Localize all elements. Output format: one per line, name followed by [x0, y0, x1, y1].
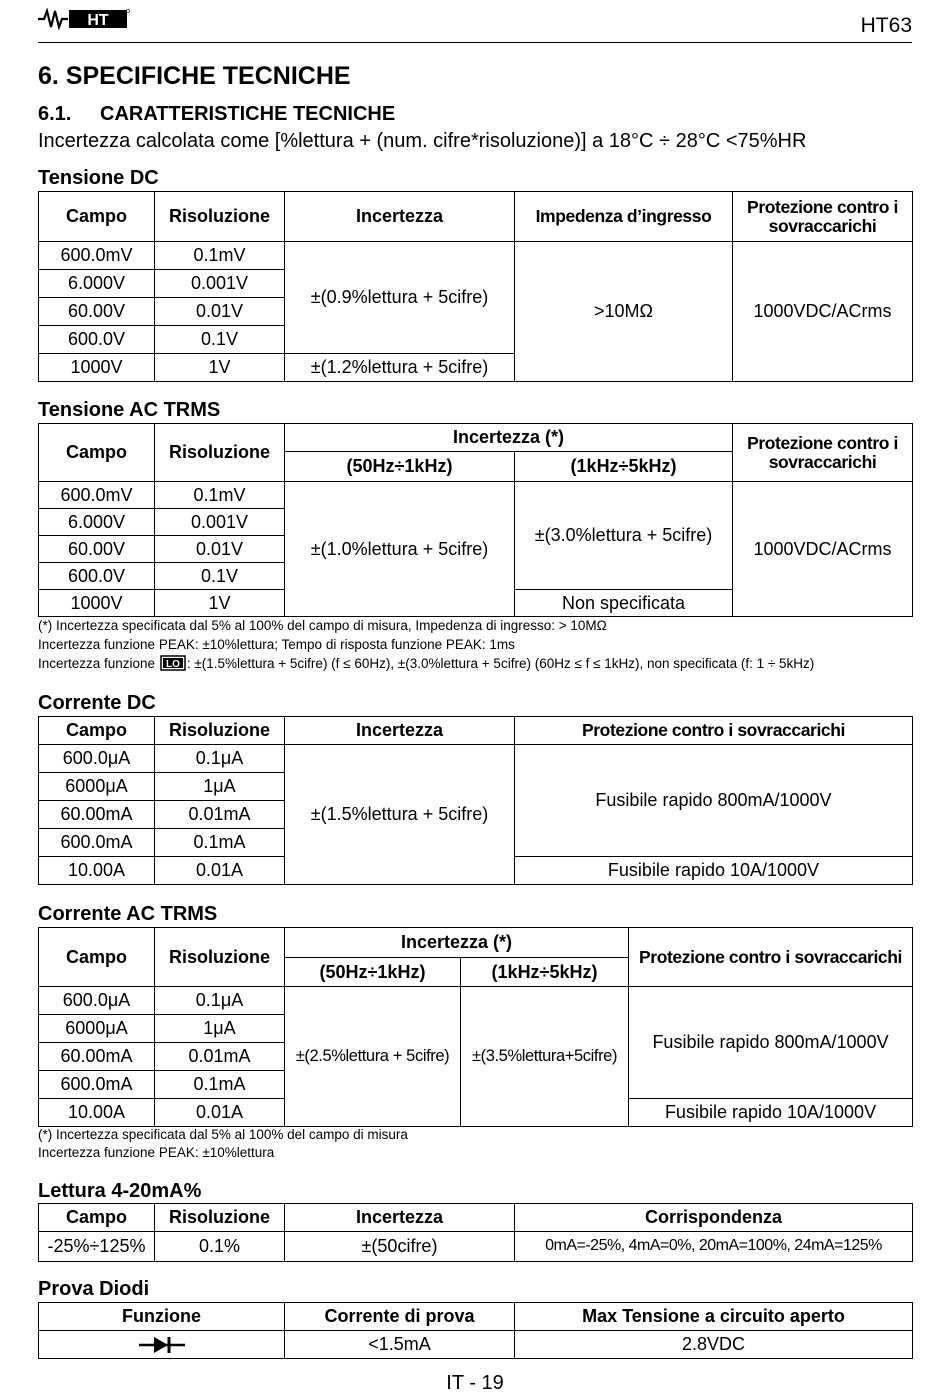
- subsection-title: [38, 103, 395, 126]
- aca-resolution: 0.1μA: [155, 987, 285, 1015]
- acv-header-range: Campo: [39, 424, 155, 482]
- acv-table: [38, 423, 913, 617]
- aca-resolution: 0.1mA: [155, 1071, 285, 1099]
- acv-title: Tensione AC TRMS: [38, 399, 221, 421]
- dcv-resolution: 0.001V: [155, 270, 285, 298]
- acv-resolution: 1V: [155, 590, 285, 617]
- aca-resolution: 1μA: [155, 1015, 285, 1043]
- ma-resolution: 0.1%: [155, 1232, 285, 1262]
- acv-header-resolution: Risoluzione: [155, 424, 285, 482]
- acv-resolution: 0.1V: [155, 563, 285, 590]
- logo-text: HT: [87, 12, 109, 29]
- diode-header-open-voltage: Max Tensione a circuito aperto: [515, 1303, 913, 1331]
- dca-resolution: 0.01A: [155, 857, 285, 885]
- ma-header-correspondence: Corrispondenza: [515, 1204, 913, 1232]
- dca-range: 60.00mA: [39, 801, 155, 829]
- acv-range: 600.0V: [39, 563, 155, 590]
- dcv-accuracy-2: ±(1.2%lettura + 5cifre): [285, 354, 515, 382]
- dcv-header-protection: Protezione contro i sovraccarichi: [733, 192, 913, 242]
- aca-note-2: Incertezza funzione PEAK: ±10%lettura: [38, 1145, 275, 1160]
- model-name: HT63: [860, 14, 912, 37]
- acv-accuracy-low: ±(1.0%lettura + 5cifre): [285, 482, 515, 617]
- page-number: IT - 19: [446, 1372, 504, 1394]
- dcv-resolution: 0.1V: [155, 326, 285, 354]
- acv-resolution: 0.1mV: [155, 482, 285, 509]
- dcv-range: 6.000V: [39, 270, 155, 298]
- ma-title: Lettura 4-20mA%: [38, 1180, 202, 1202]
- acv-header-accuracy: Incertezza (*): [285, 424, 733, 452]
- diode-function-cell: [39, 1331, 285, 1359]
- aca-range: 60.00mA: [39, 1043, 155, 1071]
- ma-range: -25%÷125%: [39, 1232, 155, 1262]
- acv-range: 6.000V: [39, 509, 155, 536]
- diode-header-function: Funzione: [39, 1303, 285, 1331]
- acv-note-lo-suffix: : ±(1.5%lettura + 5cifre) (f ≤ 60Hz), ±(3.0%lettura + 5cifre) (60Hz ≤ f ≤ 1kHz), non specificata (f: 1 ÷ 5kHz): [186, 656, 815, 671]
- aca-header-band-low: (50Hz÷1kHz): [285, 958, 461, 987]
- subsection-label: CARATTERISTICHE TECNICHE: [100, 103, 396, 125]
- dcv-impedance: >10MΩ: [515, 242, 733, 382]
- acv-header-band-low: (50Hz÷1kHz): [285, 452, 515, 482]
- ma-header-accuracy: Incertezza: [285, 1204, 515, 1232]
- dca-title: Corrente DC: [38, 692, 156, 714]
- acv-note-2: Incertezza funzione PEAK: ±10%lettura; Tempo di risposta funzione PEAK: 1ms: [38, 637, 515, 652]
- dca-range: 600.0μA: [39, 745, 155, 773]
- dcv-header-resolution: Risoluzione: [155, 192, 285, 242]
- acv-range: 600.0mV: [39, 482, 155, 509]
- dcv-table: [38, 191, 913, 382]
- acv-resolution: 0.001V: [155, 509, 285, 536]
- diode-icon: [139, 1335, 185, 1355]
- aca-range: 6000μA: [39, 1015, 155, 1043]
- acv-protection: 1000VDC/ACrms: [733, 482, 913, 617]
- aca-note-1: (*) Incertezza specificata dal 5% al 100% del campo di misura: [38, 1127, 408, 1142]
- ma-correspondence: 0mA=-25%, 4mA=0%, 20mA=100%, 24mA=125%: [515, 1232, 913, 1262]
- dca-fuse-2: Fusibile rapido 10A/1000V: [515, 857, 913, 885]
- aca-resolution: 0.01mA: [155, 1043, 285, 1071]
- aca-header-range: Campo: [39, 928, 155, 987]
- dcv-range: 600.0mV: [39, 242, 155, 270]
- dca-resolution: 0.1μA: [155, 745, 285, 773]
- dcv-header-impedance: Impedenza d’ingresso: [515, 192, 733, 242]
- dcv-header-range: Campo: [39, 192, 155, 242]
- aca-header-band-high: (1kHz÷5kHz): [461, 958, 629, 987]
- ma-accuracy: ±(50cifre): [285, 1232, 515, 1262]
- subsection-number: 6.1.: [38, 103, 72, 125]
- aca-fuse-2: Fusibile rapido 10A/1000V: [629, 1099, 913, 1127]
- aca-fuse-1: Fusibile rapido 800mA/1000V: [629, 987, 913, 1099]
- dcv-resolution: 0.01V: [155, 298, 285, 326]
- acv-not-specified: Non specificata: [515, 590, 733, 617]
- dcv-resolution: 0.1mV: [155, 242, 285, 270]
- aca-table: [38, 927, 913, 1127]
- acv-header-protection: Protezione contro i sovraccarichi: [733, 424, 913, 482]
- aca-header-accuracy: Incertezza (*): [285, 928, 629, 958]
- dca-resolution: 0.01mA: [155, 801, 285, 829]
- acv-accuracy-high: ±(3.0%lettura + 5cifre): [515, 482, 733, 590]
- dca-accuracy: ±(1.5%lettura + 5cifre): [285, 745, 515, 885]
- acv-note-1: (*) Incertezza specificata dal 5% al 100% del campo di misura, Impedenza di ingresso: > 10MΩ: [38, 618, 607, 633]
- acv-note-lo-prefix: Incertezza funzione: [38, 656, 156, 671]
- dca-range: 6000μA: [39, 773, 155, 801]
- diode-header-test-current: Corrente di prova: [285, 1303, 515, 1331]
- intro-text: Incertezza calcolata come [%lettura + (num. cifre*risoluzione)] a 18°C ÷ 28°C <75%HR: [38, 130, 807, 152]
- acv-note-lo: [38, 655, 814, 671]
- diode-open-voltage: 2.8VDC: [515, 1331, 913, 1359]
- acv-header-band-high: (1kHz÷5kHz): [515, 452, 733, 482]
- aca-range: 600.0μA: [39, 987, 155, 1015]
- ma-table: [38, 1203, 913, 1262]
- dcv-range: 600.0V: [39, 326, 155, 354]
- aca-accuracy-high: ±(3.5%lettura+5cifre): [461, 987, 629, 1127]
- acv-resolution: 0.01V: [155, 536, 285, 563]
- dcv-title: Tensione DC: [38, 167, 159, 189]
- dcv-protection: 1000VDC/ACrms: [733, 242, 913, 382]
- lo-icon-text: LO: [165, 659, 180, 670]
- acv-range: 1000V: [39, 590, 155, 617]
- acv-range: 60.00V: [39, 536, 155, 563]
- dca-range: 10.00A: [39, 857, 155, 885]
- dca-table: [38, 716, 913, 885]
- dca-header-accuracy: Incertezza: [285, 717, 515, 745]
- dcv-range: 1000V: [39, 354, 155, 382]
- dca-resolution: 0.1mA: [155, 829, 285, 857]
- diode-test-current: <1.5mA: [285, 1331, 515, 1359]
- ma-header-range: Campo: [39, 1204, 155, 1232]
- aca-header-protection: Protezione contro i sovraccarichi: [629, 928, 913, 987]
- aca-accuracy-low: ±(2.5%lettura + 5cifre): [285, 987, 461, 1127]
- dca-header-resolution: Risoluzione: [155, 717, 285, 745]
- ht-logo: [38, 8, 130, 30]
- dca-resolution: 1μA: [155, 773, 285, 801]
- dca-range: 600.0mA: [39, 829, 155, 857]
- dcv-accuracy-1: ±(0.9%lettura + 5cifre): [285, 242, 515, 354]
- dca-header-range: Campo: [39, 717, 155, 745]
- diode-table: [38, 1302, 913, 1359]
- header-rule: [38, 42, 912, 43]
- aca-range: 600.0mA: [39, 1071, 155, 1099]
- dca-header-protection: Protezione contro i sovraccarichi: [515, 717, 913, 745]
- section-title: 6. SPECIFICHE TECNICHE: [38, 62, 351, 90]
- aca-header-resolution: Risoluzione: [155, 928, 285, 987]
- dcv-header-accuracy: Incertezza: [285, 192, 515, 242]
- diode-title: Prova Diodi: [38, 1278, 150, 1300]
- ma-header-resolution: Risoluzione: [155, 1204, 285, 1232]
- dcv-resolution: 1V: [155, 354, 285, 382]
- dcv-range: 60.00V: [39, 298, 155, 326]
- lo-icon: [160, 655, 186, 671]
- dca-fuse-1: Fusibile rapido 800mA/1000V: [515, 745, 913, 857]
- aca-range: 10.00A: [39, 1099, 155, 1127]
- aca-resolution: 0.01A: [155, 1099, 285, 1127]
- aca-title: Corrente AC TRMS: [38, 903, 218, 925]
